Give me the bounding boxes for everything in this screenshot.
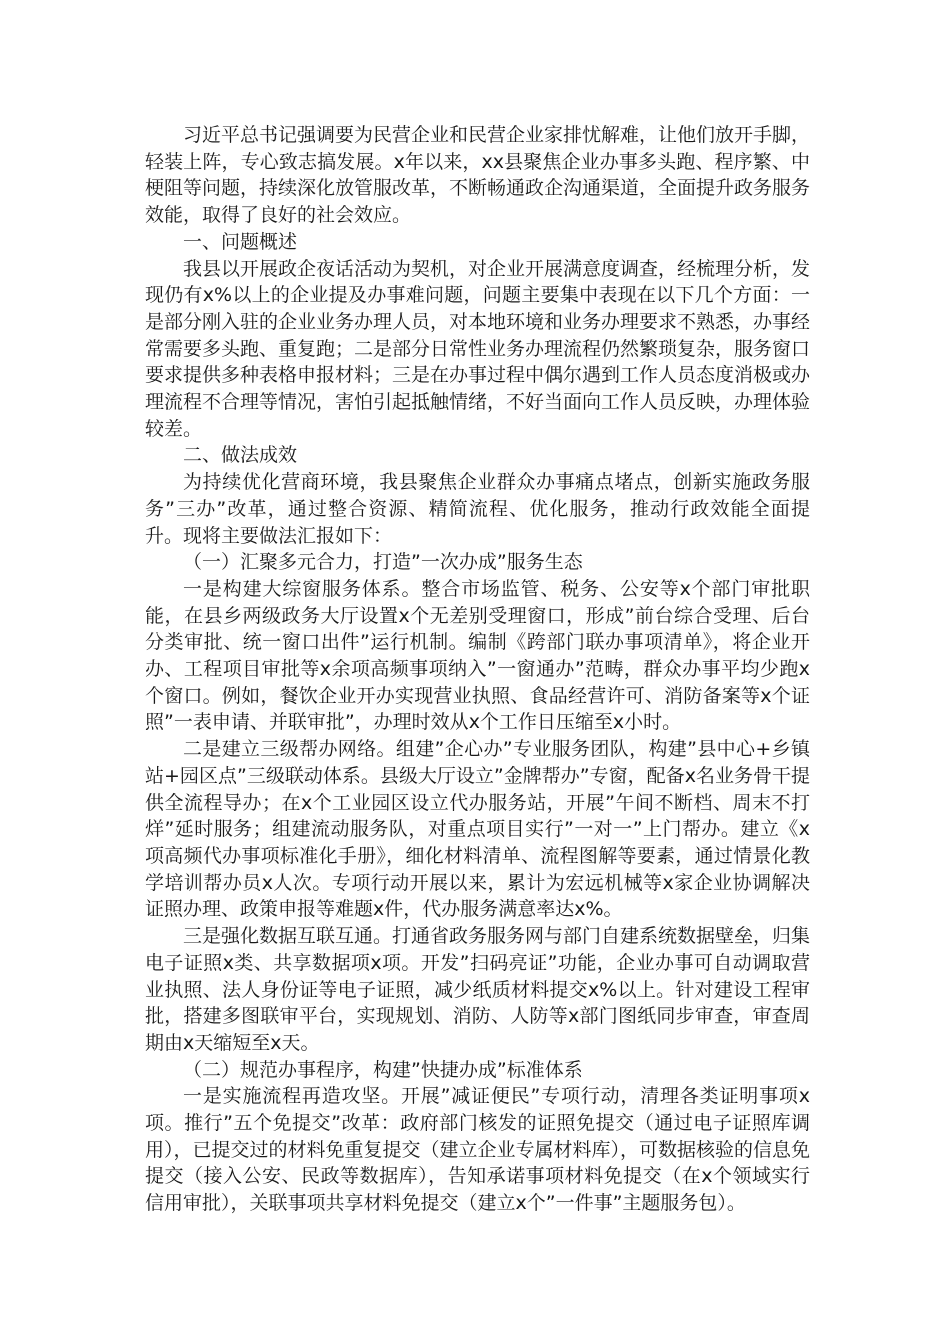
section-heading-measures-results: 二、做法成效 — [183, 444, 298, 467]
document-body — [145, 122, 810, 1217]
measures-intro-paragraph: 为持续优化营商环境，我县聚焦企业群众办事痛点堵点，创新实施政务服务”三办”改革，通过整合资源、精简流程、优化服务，推动行政效能全面提升。现将主要做法汇报如下： — [145, 471, 810, 547]
intro-paragraph: 习近平总书记强调要为民营企业和民营企业家排忧解难，让他们放开手脚，轻装上阵，专心致志搞发展。x年以来，xx县聚焦企业办事多头跑、程序繁、中梗阻等问题，持续深化放管服改革，不断畅通政企沟通渠道，全面提升政务服务效能，取得了良好的社会效应。 — [145, 124, 811, 227]
problem-paragraph: 我县以开展政企夜话活动为契机，对企业开展满意度调查，经梳理分析，发现仍有x%以上的企业提及办事难问题，问题主要集中表现在以下几个方面：一是部分刚入驻的企业业务办理人员，对本地环境和业务办理要求不熟悉，办事经常需要多头跑、重复跑；二是部分日常性业务办理流程仍然繁琐复杂，服务窗口要求提供多种表格申报材料；三是在办事过程中偶尔遇到工作人员态度消极或办理流程不合理等情况，害怕引起抵触情绪，不好当面向工作人员反映，办理体验较差。 — [145, 257, 811, 440]
measure-paragraph-2: 二是建立三级帮办网络。组建”企心办”专业服务团队，构建”县中心+乡镇站+园区点”三级联动体系。县级大厅设立”金牌帮办”专窗，配备x名业务骨干提供全流程导办；在x个工业园区设立代办服务站，开展”午间不断档、周末不打烊”延时服务；组建流动服务队，对重点项目实行”一对一”上门帮办。建立《x项高频代办事项标准化手册》，细化材料清单、流程图解等要素，通过情景化教学培训帮办员x人次。专项行动开展以来，累计为宏远机械等x家企业协调解决证照办理、政策申报等难题x件，代办服务满意率达x%。 — [145, 738, 810, 921]
measure-paragraph-1: 一是构建大综窗服务体系。整合市场监管、税务、公安等x个部门审批职能，在县乡两级政务大厅设置x个无差别受理窗口，形成”前台综合受理、后台分类审批、统一窗口出件”运行机制。编制《跨部门联办事项清单》，将企业开办、工程项目审批等x余项高频事项纳入”一窗通办”范畴，群众办事平均少跑x个窗口。例如，餐饮企业开办实现营业执照、食品经营许可、消防备案等x个证照”一表申请、并联审批”，办理时效从x个工作日压缩至x小时。 — [145, 577, 810, 734]
subsection-heading-one: （一）汇聚多元合力，打造”一次办成”服务生态 — [183, 551, 583, 574]
section-heading-problem-overview: 一、问题概述 — [183, 230, 298, 253]
subsection-heading-two: （二）规范办事程序，构建”快捷办成”标准体系 — [183, 1058, 583, 1081]
measure-paragraph-4: 一是实施流程再造攻坚。开展”减证便民”专项行动，清理各类证明事项x项。推行”五个免提交”改革：政府部门核发的证照免提交（通过电子证照库调用），已提交过的材料免重复提交（建立企业专属材料库），可数据核验的信息免提交（接入公安、民政等数据库），告知承诺事项材料免提交（在x个领域实行信用审批），关联事项共享材料免提交（建立x个”一件事”主题服务包）。 — [145, 1085, 811, 1215]
measure-paragraph-3: 三是强化数据互联互通。打通省政务服务网与部门自建系统数据壁垒，归集电子证照x类、共享数据项x项。开发”扫码亮证”功能，企业办事可自动调取营业执照、法人身份证等电子证照，减少纸质材料提交x%以上。针对建设工程审批，搭建多图联审平台，实现规划、消防、人防等x部门图纸同步审查，审查周期由x天缩短至x天。 — [145, 925, 811, 1054]
